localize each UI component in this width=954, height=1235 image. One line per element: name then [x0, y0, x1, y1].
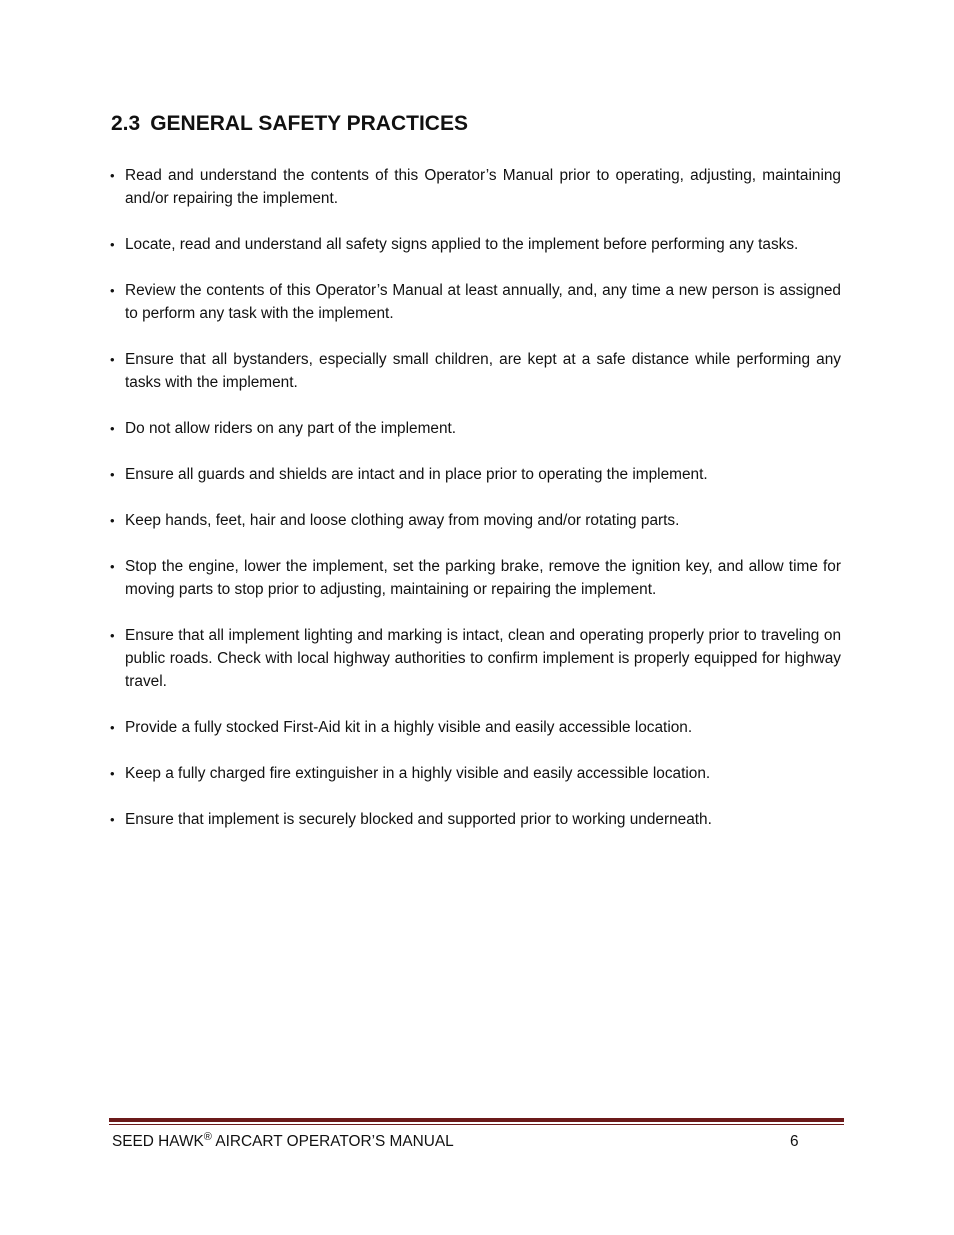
list-item-text: Ensure all guards and shields are intact and in place prior to operating the implement.: [125, 466, 708, 483]
section-heading: [111, 112, 468, 136]
bullet-icon: •: [110, 766, 115, 781]
list-item: [109, 555, 841, 601]
list-item: [109, 417, 841, 440]
list-item-text: Read and understand the contents of this Operator’s Manual prior to operating, adjusting, maintaining and/or repairing the implement.: [125, 167, 841, 207]
list-item: [109, 279, 841, 325]
footer-divider: [109, 1118, 844, 1125]
list-item: [109, 509, 841, 532]
footer-brand: SEED HAWK: [112, 1133, 204, 1150]
footer-title-text: AIRCART OPERATOR’S MANUAL: [215, 1133, 454, 1150]
bullet-icon: •: [110, 559, 115, 574]
list-item: [109, 348, 841, 394]
list-item-text: Stop the engine, lower the implement, set the parking brake, remove the ignition key, and allow time for moving parts to stop prior to adjusting, maintaining or repairing the implement.: [125, 558, 841, 598]
list-item-text: Review the contents of this Operator’s Manual at least annually, and, any time a new person is assigned to perform any task with the implement.: [125, 282, 841, 322]
registered-mark: ®: [203, 1131, 212, 1143]
list-item: [109, 716, 841, 739]
bullet-icon: •: [110, 283, 115, 298]
bullet-icon: •: [110, 812, 115, 827]
list-item-text: Ensure that implement is securely blocked and supported prior to working underneath.: [125, 811, 712, 828]
list-item-text: Ensure that all bystanders, especially small children, are kept at a safe distance while performing any tasks with the implement.: [125, 351, 841, 391]
list-item-text: Ensure that all implement lighting and marking is intact, clean and operating properly prior to traveling on public roads. Check with local highway authorities to confirm implement is properly equipped for highway travel.: [125, 627, 841, 690]
bullet-icon: •: [110, 421, 115, 436]
list-item-text: Locate, read and understand all safety signs applied to the implement before performing any tasks.: [125, 236, 799, 253]
footer-divider-thin: [109, 1124, 844, 1125]
footer-divider-thick: [109, 1118, 844, 1122]
list-item-text: Do not allow riders on any part of the implement.: [125, 420, 457, 437]
list-item-text: Keep a fully charged fire extinguisher in a highly visible and easily accessible location.: [125, 765, 711, 782]
page-number: 6: [790, 1133, 799, 1150]
list-item: [109, 762, 841, 785]
list-item: [109, 624, 841, 693]
bullet-icon: •: [110, 513, 115, 528]
bullet-icon: •: [110, 168, 115, 183]
list-item: [109, 164, 841, 210]
list-item: [109, 233, 841, 256]
footer-manual-title: [112, 1133, 454, 1151]
list-item-text: Keep hands, feet, hair and loose clothing away from moving and/or rotating parts.: [125, 512, 680, 529]
bullet-icon: •: [110, 352, 115, 367]
list-item: [109, 808, 841, 831]
section-title: GENERAL SAFETY PRACTICES: [150, 112, 468, 135]
list-item: [109, 463, 841, 486]
safety-practices-list: [109, 164, 841, 854]
bullet-icon: •: [110, 237, 115, 252]
bullet-icon: •: [110, 720, 115, 735]
list-item-text: Provide a fully stocked First-Aid kit in a highly visible and easily accessible location.: [125, 719, 693, 736]
bullet-icon: •: [110, 628, 115, 643]
bullet-icon: •: [110, 467, 115, 482]
section-number: 2.3: [111, 112, 141, 135]
